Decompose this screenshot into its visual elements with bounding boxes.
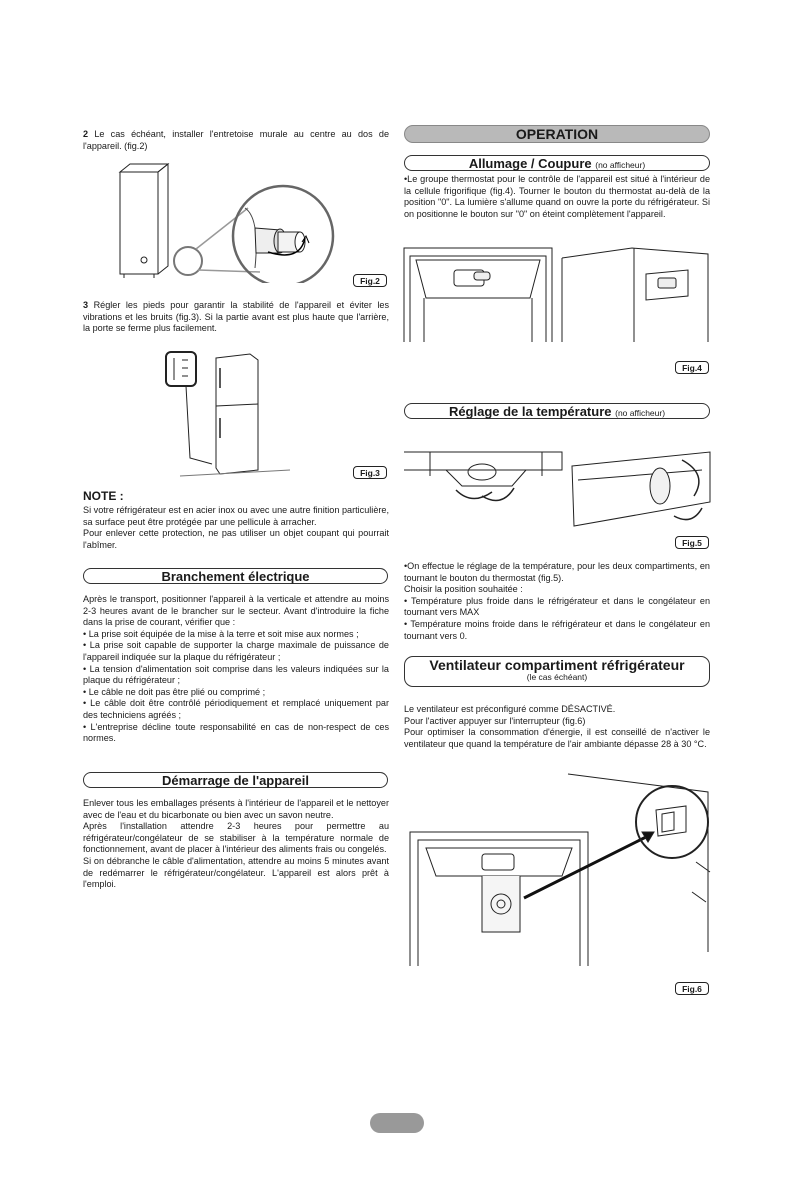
branchement-bullet-3: • La tension d'alimentation soit comprise dans les valeurs indiquées sur la plaque du réfrigérateur ; [83, 663, 389, 686]
fig6-illustration [402, 772, 714, 967]
ventilateur-title: Ventilateur compartiment réfrigérateur [429, 657, 685, 673]
allumage-heading [404, 155, 710, 171]
reglage-heading [404, 403, 710, 419]
branchement-bullet-6: • L'entreprise décline toute responsabilité en cas de non-respect de ces normes. [83, 721, 389, 744]
note-p2: Pour enlever cette protection, ne pas utiliser un objet coupant qui pourrait l'abîmer. [83, 528, 389, 550]
allumage-text: •Le groupe thermostat pour le contrôle de l'appareil est situé à l'intérieur de la cellule frigorifique (fig.4). Tourner le bouton du thermostat au-delà de la position "0". La lumière s'allume quand on ouvre la porte du réfrigérateur. Si on positionne le bouton sur "0" on éteint complètement l'appareil. [404, 174, 710, 219]
fig5-illustration [402, 446, 718, 536]
ventilateur-paragraph [404, 704, 710, 750]
operation-title: OPERATION [515, 126, 599, 142]
fig4-illustration [402, 246, 712, 346]
branchement-bullet-5: • Le câble doit être contrôlé périodiquement et remplacé uniquement par des techniciens agréés ; [83, 698, 389, 720]
reglage-p4: • Température moins froide dans le réfrigérateur et dans le congélateur en tournant vers 0. [404, 618, 710, 641]
note-p1: Si votre réfrigérateur est en acier inox ou avec une autre finition particulière, sa surface peut être protégée par une pellicule à arracher. [83, 505, 389, 527]
step3-paragraph [83, 300, 389, 335]
allumage-sub: (no afficheur) [595, 160, 646, 170]
reglage-paragraph [404, 561, 710, 642]
ventilateur-p2: Pour l'activer appuyer sur l'interrupteur (fig.6) [404, 715, 586, 726]
reglage-sub: (no afficheur) [615, 408, 666, 418]
reglage-title: Réglage de la température [448, 404, 612, 419]
reglage-p2: Choisir la position souhaitée : [404, 584, 523, 595]
branchement-heading [83, 568, 388, 584]
note-paragraph [83, 505, 389, 551]
branchement-bullet-1: • La prise soit équipée de la mise à la terre et soit mise aux normes ; [83, 628, 359, 639]
fig4-label: Fig.4 [675, 361, 709, 374]
step2-text: Le cas échéant, installer l'entretoise murale au centre au dos de l'appareil. (fig.2) [83, 129, 389, 151]
note-title: NOTE : [83, 489, 124, 503]
branchement-paragraph [83, 594, 389, 745]
step3-number: 3 [83, 300, 89, 310]
page-number-badge [370, 1113, 424, 1133]
ventilateur-p3: Pour optimiser la consommation d'énergie, il est conseillé de n'activer le ventilateur que quand la température de l'air ambiante dépasse 28 à 30 °C. [404, 727, 710, 749]
reglage-p3: • Température plus froide dans le réfrigérateur et dans le congélateur en tournant vers MAX [404, 595, 710, 618]
fig3-label: Fig.3 [353, 466, 387, 479]
allumage-title: Allumage / Coupure [468, 156, 592, 171]
demarrage-p1: Enlever tous les emballages présents à l'intérieur de l'appareil et le nettoyer avec de l'eau et du bicarbonate ou bien avec un savon neutre. [83, 798, 389, 820]
demarrage-title: Démarrage de l'appareil [162, 773, 309, 788]
fig2-illustration [110, 158, 340, 283]
fig5-label: Fig.5 [675, 536, 709, 549]
branchement-title: Branchement électrique [161, 569, 310, 584]
ventilateur-heading [404, 656, 710, 687]
fig6-label: Fig.6 [675, 982, 709, 995]
branchement-bullet-2: • La prise soit capable de supporter la charge maximale de puissance de l'appareil indiquée sur la plaque du réfrigérateur ; [83, 640, 389, 662]
demarrage-heading [83, 772, 388, 788]
branchement-intro: Après le transport, positionner l'appareil à la verticale et attendre au moins 2-3 heures avant de le brancher sur le secteur. Avant d'introduire la fiche dans la prise de courant, vérifier que : [83, 594, 389, 628]
branchement-bullet-4: • Le câble ne doit pas être plié ou comprimé ; [83, 686, 266, 697]
demarrage-paragraph [83, 798, 389, 891]
demarrage-p3: Si on débranche le câble d'alimentation, attendre au moins 5 minutes avant de redémarrer le réfrigérateur/congélateur. L'appareil est alors prêt à l'emploi. [83, 855, 389, 890]
allumage-paragraph [404, 174, 710, 220]
reglage-p1: •On effectue le réglage de la température, pour les deux compartiments, en tournant le bouton du thermostat (fig.5). [404, 561, 710, 583]
ventilateur-sub: (le cas échéant) [526, 672, 588, 682]
step3-text: Régler les pieds pour garantir la stabilité de l'appareil et éviter les vibrations et les bruits (fig.3). Si la partie avant est plus haute que l'arrière, la porte se ferme plus facilement. [83, 300, 389, 334]
demarrage-p2: Après l'installation attendre 2-3 heures pour permettre au réfrigérateur/congélateur de se stabiliser à la température normale de fonctionnement, avant de placer à l'intérieur des aliments frais ou congelés. [83, 821, 389, 855]
step2-paragraph [83, 129, 389, 152]
ventilateur-p1: Le ventilateur est préconfiguré comme DÉSACTIVÉ. [404, 704, 616, 714]
fig3-illustration [160, 348, 300, 480]
step2-number: 2 [83, 129, 89, 139]
fig2-label: Fig.2 [353, 274, 387, 287]
operation-heading [404, 125, 710, 143]
